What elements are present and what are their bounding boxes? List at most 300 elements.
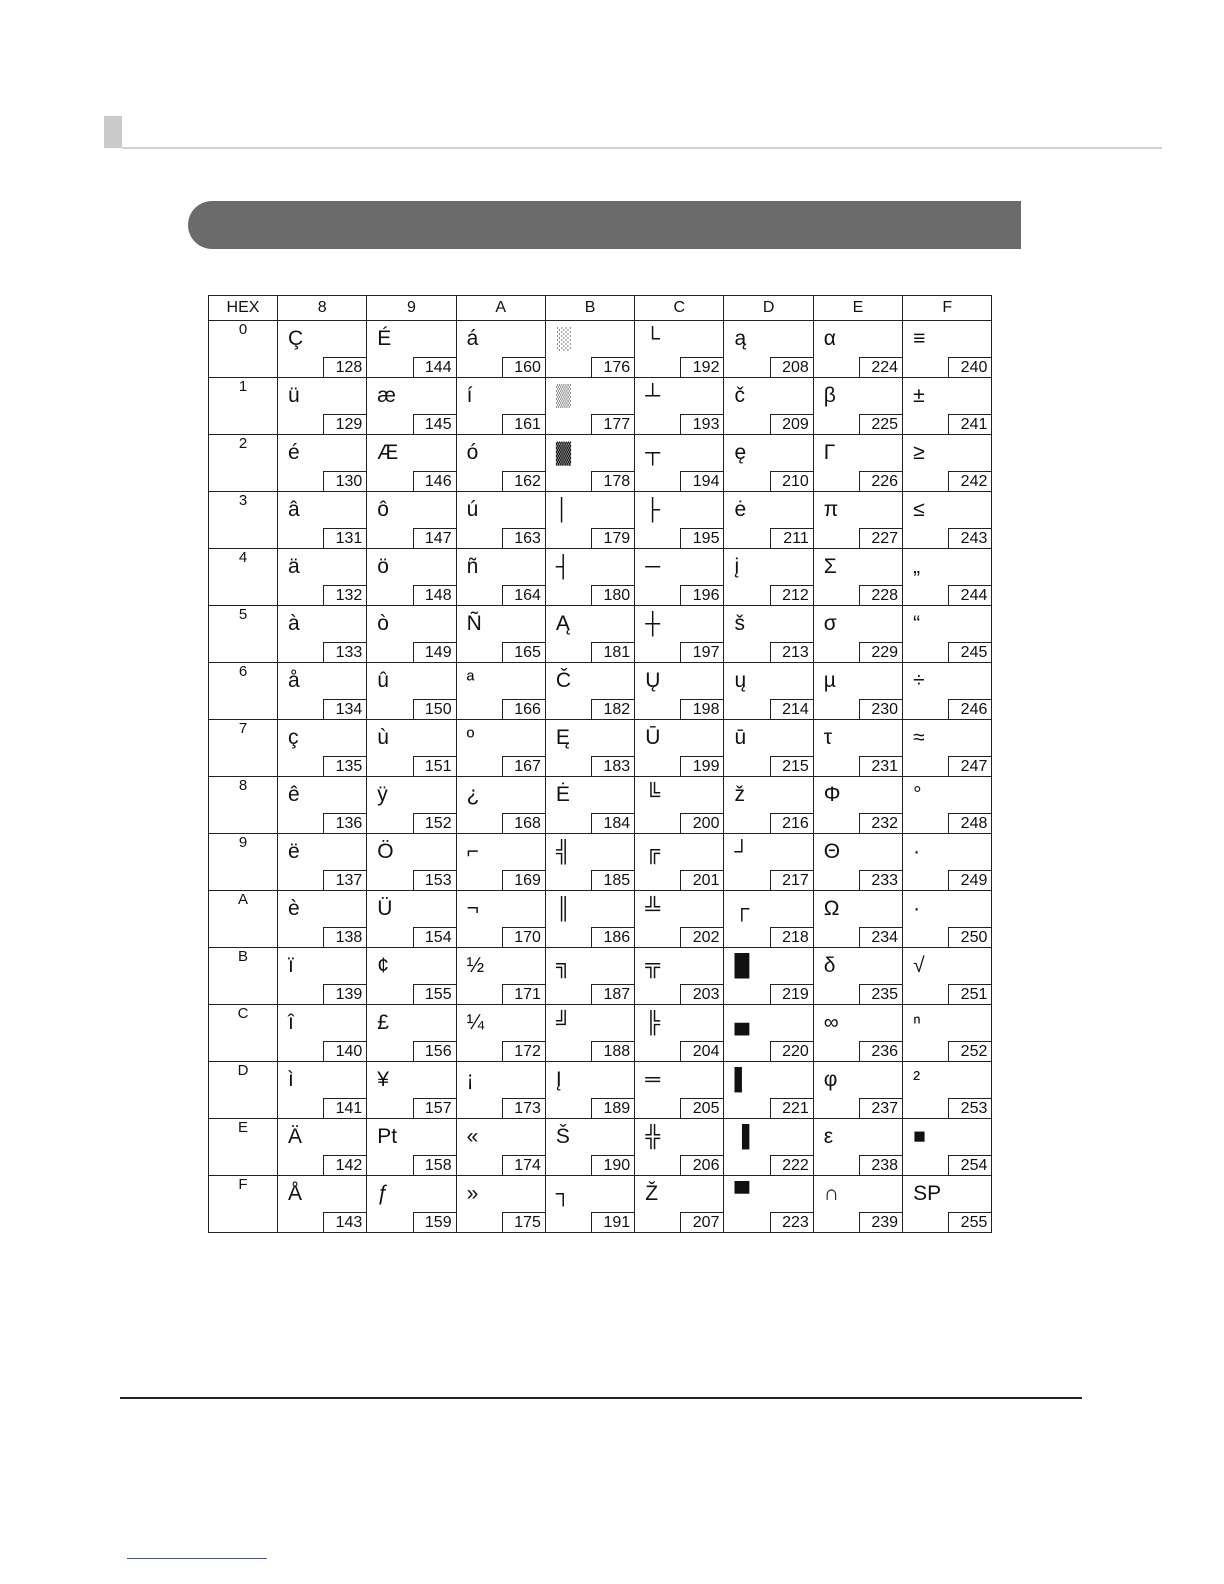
decimal-code: 203 xyxy=(680,984,723,1004)
character-glyph: ┼ xyxy=(645,612,661,635)
character-glyph: ę xyxy=(734,441,747,464)
decimal-code: 174 xyxy=(502,1155,545,1175)
character-cell xyxy=(903,378,992,435)
character-glyph: ┌ xyxy=(734,897,750,920)
table-row xyxy=(209,378,992,435)
character-glyph: č xyxy=(734,384,745,407)
decimal-code: 211 xyxy=(770,528,813,548)
decimal-code: 226 xyxy=(859,471,902,491)
character-cell xyxy=(367,1005,456,1062)
character-glyph: ž xyxy=(734,783,745,806)
character-glyph: µ xyxy=(823,669,836,692)
character-cell xyxy=(278,1005,367,1062)
character-glyph: ╦ xyxy=(645,954,661,977)
character-glyph: ╚ xyxy=(645,783,661,806)
character-cell xyxy=(278,378,367,435)
decimal-code: 243 xyxy=(948,528,991,548)
character-cell xyxy=(545,891,634,948)
character-cell xyxy=(724,492,813,549)
decimal-code: 177 xyxy=(591,414,634,434)
decimal-code: 155 xyxy=(413,984,456,1004)
character-cell xyxy=(724,1005,813,1062)
row-hex-label: 4 xyxy=(209,549,278,606)
character-glyph: π xyxy=(823,498,839,521)
decimal-code: 163 xyxy=(502,528,545,548)
decimal-code: 213 xyxy=(770,642,813,662)
decimal-code: 158 xyxy=(413,1155,456,1175)
character-cell xyxy=(635,948,724,1005)
character-cell xyxy=(545,1176,634,1233)
character-cell xyxy=(635,891,724,948)
character-glyph: Ų xyxy=(645,669,661,692)
character-glyph: Š xyxy=(555,1125,570,1148)
decimal-code: 194 xyxy=(680,471,723,491)
decimal-code: 134 xyxy=(323,699,366,719)
character-cell xyxy=(724,948,813,1005)
character-glyph: â xyxy=(288,498,300,521)
character-cell xyxy=(635,1119,724,1176)
character-cell xyxy=(724,435,813,492)
character-cell xyxy=(456,378,545,435)
decimal-code: 244 xyxy=(948,585,991,605)
character-cell xyxy=(813,834,902,891)
decimal-code: 154 xyxy=(413,927,456,947)
character-cell xyxy=(635,321,724,378)
character-glyph: ą xyxy=(734,327,747,350)
decimal-code: 200 xyxy=(680,813,723,833)
character-glyph: į xyxy=(734,555,740,578)
decimal-code: 164 xyxy=(502,585,545,605)
character-cell xyxy=(903,435,992,492)
character-glyph: ≤ xyxy=(913,498,925,521)
character-glyph: ▐ xyxy=(734,1125,750,1148)
column-header: F xyxy=(903,296,992,321)
character-cell xyxy=(545,777,634,834)
header-rule xyxy=(122,147,1162,149)
character-cell xyxy=(545,321,634,378)
decimal-code: 167 xyxy=(502,756,545,776)
decimal-code: 188 xyxy=(591,1041,634,1061)
character-cell xyxy=(813,1062,902,1119)
table-row xyxy=(209,549,992,606)
character-cell xyxy=(278,720,367,777)
character-glyph: ì xyxy=(288,1068,294,1091)
decimal-code: 128 xyxy=(323,357,366,377)
decimal-code: 144 xyxy=(413,357,456,377)
decimal-code: 199 xyxy=(680,756,723,776)
character-glyph: ô xyxy=(377,498,389,521)
character-glyph: Į xyxy=(555,1068,562,1091)
character-cell xyxy=(635,1005,724,1062)
character-cell xyxy=(367,378,456,435)
row-hex-label: 9 xyxy=(209,834,278,891)
decimal-code: 216 xyxy=(770,813,813,833)
character-glyph: ╠ xyxy=(645,1011,661,1034)
column-header: A xyxy=(456,296,545,321)
decimal-code: 195 xyxy=(680,528,723,548)
decimal-code: 137 xyxy=(323,870,366,890)
character-cell xyxy=(545,492,634,549)
character-cell xyxy=(903,1119,992,1176)
character-glyph: ⁿ xyxy=(913,1011,921,1034)
decimal-code: 133 xyxy=(323,642,366,662)
character-glyph: │ xyxy=(555,498,570,521)
character-cell xyxy=(724,1062,813,1119)
decimal-code: 202 xyxy=(680,927,723,947)
character-cell xyxy=(456,435,545,492)
character-glyph: ½ xyxy=(466,954,485,977)
decimal-code: 222 xyxy=(770,1155,813,1175)
table-row xyxy=(209,1119,992,1176)
character-cell xyxy=(813,891,902,948)
decimal-code: 139 xyxy=(323,984,366,1004)
character-glyph: σ xyxy=(823,612,837,635)
character-cell xyxy=(813,435,902,492)
character-glyph: à xyxy=(288,612,300,635)
character-cell xyxy=(813,321,902,378)
table-row xyxy=(209,321,992,378)
decimal-code: 249 xyxy=(948,870,991,890)
decimal-code: 255 xyxy=(948,1212,991,1232)
character-glyph: ε xyxy=(823,1125,834,1148)
character-glyph: é xyxy=(288,441,300,464)
decimal-code: 228 xyxy=(859,585,902,605)
character-cell xyxy=(724,1176,813,1233)
character-cell xyxy=(456,891,545,948)
character-glyph: ∩ xyxy=(823,1182,839,1205)
character-glyph: ═ xyxy=(645,1068,661,1091)
character-glyph: ╩ xyxy=(645,897,661,920)
table-row xyxy=(209,663,992,720)
decimal-code: 166 xyxy=(502,699,545,719)
character-cell xyxy=(903,1005,992,1062)
footer-link-underline[interactable] xyxy=(127,1558,267,1559)
character-cell xyxy=(545,948,634,1005)
row-hex-label: 7 xyxy=(209,720,278,777)
decimal-code: 242 xyxy=(948,471,991,491)
table-header-row xyxy=(209,296,992,321)
character-cell xyxy=(724,549,813,606)
decimal-code: 229 xyxy=(859,642,902,662)
decimal-code: 221 xyxy=(770,1098,813,1118)
column-header: D xyxy=(724,296,813,321)
character-cell xyxy=(813,606,902,663)
header-marker xyxy=(104,116,122,148)
decimal-code: 214 xyxy=(770,699,813,719)
character-glyph: „ xyxy=(913,555,921,578)
decimal-code: 169 xyxy=(502,870,545,890)
character-cell xyxy=(724,606,813,663)
character-glyph: ╬ xyxy=(645,1125,661,1148)
row-hex-label: 6 xyxy=(209,663,278,720)
character-cell xyxy=(903,663,992,720)
row-hex-label: A xyxy=(209,891,278,948)
character-glyph: Γ xyxy=(823,441,836,464)
table-row xyxy=(209,834,992,891)
decimal-code: 193 xyxy=(680,414,723,434)
decimal-code: 182 xyxy=(591,699,634,719)
character-glyph: ¼ xyxy=(466,1011,485,1034)
character-cell xyxy=(635,720,724,777)
character-glyph: º xyxy=(466,726,475,749)
decimal-code: 218 xyxy=(770,927,813,947)
character-glyph: ∞ xyxy=(823,1011,839,1034)
character-glyph: ū xyxy=(734,726,747,749)
decimal-code: 196 xyxy=(680,585,723,605)
character-cell xyxy=(278,435,367,492)
decimal-code: 180 xyxy=(591,585,634,605)
character-glyph: ñ xyxy=(466,555,479,578)
decimal-code: 231 xyxy=(859,756,902,776)
character-cell xyxy=(278,1062,367,1119)
character-cell xyxy=(903,321,992,378)
character-cell xyxy=(456,777,545,834)
character-glyph: ┴ xyxy=(645,384,661,407)
decimal-code: 132 xyxy=(323,585,366,605)
character-glyph: δ xyxy=(823,954,836,977)
character-glyph: ─ xyxy=(645,555,661,578)
character-cell xyxy=(903,948,992,1005)
character-glyph: SP xyxy=(913,1182,942,1205)
character-cell xyxy=(635,1062,724,1119)
character-cell xyxy=(545,1005,634,1062)
character-glyph: Ω xyxy=(823,897,840,920)
decimal-code: 238 xyxy=(859,1155,902,1175)
table-row xyxy=(209,1062,992,1119)
character-glyph: √ xyxy=(913,954,925,977)
character-glyph: Ū xyxy=(645,726,661,749)
character-glyph: Ž xyxy=(645,1182,659,1205)
decimal-code: 138 xyxy=(323,927,366,947)
decimal-code: 205 xyxy=(680,1098,723,1118)
decimal-code: 186 xyxy=(591,927,634,947)
character-cell xyxy=(545,834,634,891)
character-glyph: ▀ xyxy=(734,1182,750,1205)
decimal-code: 224 xyxy=(859,357,902,377)
character-glyph: τ xyxy=(823,726,833,749)
character-cell xyxy=(724,891,813,948)
character-cell xyxy=(456,1119,545,1176)
character-cell xyxy=(813,378,902,435)
character-cell xyxy=(813,663,902,720)
character-glyph: ▓ xyxy=(555,441,572,464)
decimal-code: 208 xyxy=(770,357,813,377)
decimal-code: 176 xyxy=(591,357,634,377)
character-glyph: Å xyxy=(288,1182,303,1205)
row-hex-label: 8 xyxy=(209,777,278,834)
character-glyph: ú xyxy=(466,498,479,521)
table-row xyxy=(209,720,992,777)
character-glyph: ï xyxy=(288,954,294,977)
decimal-code: 162 xyxy=(502,471,545,491)
character-cell xyxy=(545,549,634,606)
character-glyph: ë xyxy=(288,840,300,863)
character-glyph: ⌐ xyxy=(466,840,479,863)
table-body xyxy=(209,321,992,1233)
character-glyph: Pt xyxy=(377,1125,398,1148)
character-glyph: “ xyxy=(913,612,921,635)
decimal-code: 160 xyxy=(502,357,545,377)
character-cell xyxy=(635,549,724,606)
character-glyph: ė xyxy=(734,498,747,521)
character-cell xyxy=(813,1119,902,1176)
character-cell xyxy=(456,948,545,1005)
character-glyph: ├ xyxy=(645,498,661,521)
row-hex-label: 5 xyxy=(209,606,278,663)
character-glyph: ▄ xyxy=(734,1011,750,1034)
character-glyph: ╝ xyxy=(555,1011,571,1034)
decimal-code: 234 xyxy=(859,927,902,947)
character-glyph: ç xyxy=(288,726,299,749)
decimal-code: 129 xyxy=(323,414,366,434)
character-glyph: ¬ xyxy=(466,897,479,920)
decimal-code: 206 xyxy=(680,1155,723,1175)
character-cell xyxy=(367,435,456,492)
character-glyph: ° xyxy=(913,783,922,806)
character-glyph: æ xyxy=(377,384,396,407)
decimal-code: 148 xyxy=(413,585,456,605)
character-glyph: î xyxy=(288,1011,294,1034)
character-cell xyxy=(813,948,902,1005)
character-cell xyxy=(545,720,634,777)
decimal-code: 230 xyxy=(859,699,902,719)
row-hex-label: C xyxy=(209,1005,278,1062)
character-cell xyxy=(813,720,902,777)
character-cell xyxy=(456,492,545,549)
decimal-code: 149 xyxy=(413,642,456,662)
character-glyph: š xyxy=(734,612,745,635)
decimal-code: 187 xyxy=(591,984,634,1004)
section-heading-bar xyxy=(188,201,1021,249)
character-cell xyxy=(724,1119,813,1176)
character-glyph: ┤ xyxy=(555,555,571,578)
character-cell xyxy=(367,663,456,720)
character-glyph: Σ xyxy=(823,555,837,578)
character-glyph: ¿ xyxy=(466,783,480,806)
decimal-code: 179 xyxy=(591,528,634,548)
decimal-code: 223 xyxy=(770,1212,813,1232)
decimal-code: 130 xyxy=(323,471,366,491)
character-cell xyxy=(545,1062,634,1119)
decimal-code: 227 xyxy=(859,528,902,548)
character-glyph: ■ xyxy=(913,1125,926,1148)
decimal-code: 245 xyxy=(948,642,991,662)
character-glyph: É xyxy=(377,327,392,350)
character-cell xyxy=(813,1005,902,1062)
character-glyph: ▌ xyxy=(734,1068,750,1091)
character-glyph: · xyxy=(913,897,921,920)
decimal-code: 232 xyxy=(859,813,902,833)
character-glyph: ▒ xyxy=(555,384,571,407)
decimal-code: 175 xyxy=(502,1212,545,1232)
character-glyph: « xyxy=(466,1125,479,1148)
table-row xyxy=(209,435,992,492)
decimal-code: 240 xyxy=(948,357,991,377)
decimal-code: 141 xyxy=(323,1098,366,1118)
decimal-code: 189 xyxy=(591,1098,634,1118)
character-cell xyxy=(456,663,545,720)
character-glyph: ┘ xyxy=(734,840,750,863)
character-cell xyxy=(903,777,992,834)
row-hex-label: F xyxy=(209,1176,278,1233)
character-cell xyxy=(456,321,545,378)
character-cell xyxy=(456,834,545,891)
character-glyph: ¥ xyxy=(377,1068,389,1091)
character-cell xyxy=(545,378,634,435)
decimal-code: 178 xyxy=(591,471,634,491)
character-glyph: ¡ xyxy=(466,1068,474,1091)
decimal-code: 143 xyxy=(323,1212,366,1232)
character-glyph: ≥ xyxy=(913,441,925,464)
character-cell xyxy=(367,1176,456,1233)
character-cell xyxy=(367,777,456,834)
character-glyph: Æ xyxy=(377,441,399,464)
decimal-code: 157 xyxy=(413,1098,456,1118)
character-cell xyxy=(456,1176,545,1233)
character-glyph: ª xyxy=(466,669,475,692)
character-cell xyxy=(813,492,902,549)
character-glyph: £ xyxy=(377,1011,389,1034)
decimal-code: 136 xyxy=(323,813,366,833)
character-glyph: Ą xyxy=(555,612,570,635)
character-glyph: · xyxy=(913,840,921,863)
decimal-code: 239 xyxy=(859,1212,902,1232)
character-glyph: Ę xyxy=(555,726,570,749)
character-glyph: Ç xyxy=(288,327,304,350)
decimal-code: 131 xyxy=(323,528,366,548)
character-cell xyxy=(367,492,456,549)
decimal-code: 250 xyxy=(948,927,991,947)
decimal-code: 220 xyxy=(770,1041,813,1061)
character-cell xyxy=(724,720,813,777)
character-cell xyxy=(456,1062,545,1119)
character-cell xyxy=(635,492,724,549)
character-cell xyxy=(903,492,992,549)
column-header: 9 xyxy=(367,296,456,321)
character-cell xyxy=(635,378,724,435)
column-header-hex: HEX xyxy=(209,296,278,321)
character-cell xyxy=(635,1176,724,1233)
table-row xyxy=(209,891,992,948)
character-cell xyxy=(367,606,456,663)
character-glyph: Φ xyxy=(823,783,841,806)
character-glyph: ≡ xyxy=(913,327,926,350)
row-hex-label: 2 xyxy=(209,435,278,492)
decimal-code: 183 xyxy=(591,756,634,776)
table-row xyxy=(209,777,992,834)
character-cell xyxy=(724,663,813,720)
decimal-code: 197 xyxy=(680,642,723,662)
character-glyph: ä xyxy=(288,555,300,578)
decimal-code: 191 xyxy=(591,1212,634,1232)
character-cell xyxy=(813,1176,902,1233)
character-glyph: Ä xyxy=(288,1125,303,1148)
character-cell xyxy=(635,777,724,834)
decimal-code: 246 xyxy=(948,699,991,719)
character-glyph: Ü xyxy=(377,897,393,920)
character-cell xyxy=(278,321,367,378)
character-cell xyxy=(903,834,992,891)
character-cell xyxy=(635,834,724,891)
character-glyph: ê xyxy=(288,783,300,806)
character-glyph: ù xyxy=(377,726,389,749)
decimal-code: 190 xyxy=(591,1155,634,1175)
decimal-code: 184 xyxy=(591,813,634,833)
decimal-code: 181 xyxy=(591,642,634,662)
column-header: 8 xyxy=(278,296,367,321)
character-glyph: ░ xyxy=(555,327,571,350)
decimal-code: 171 xyxy=(502,984,545,1004)
